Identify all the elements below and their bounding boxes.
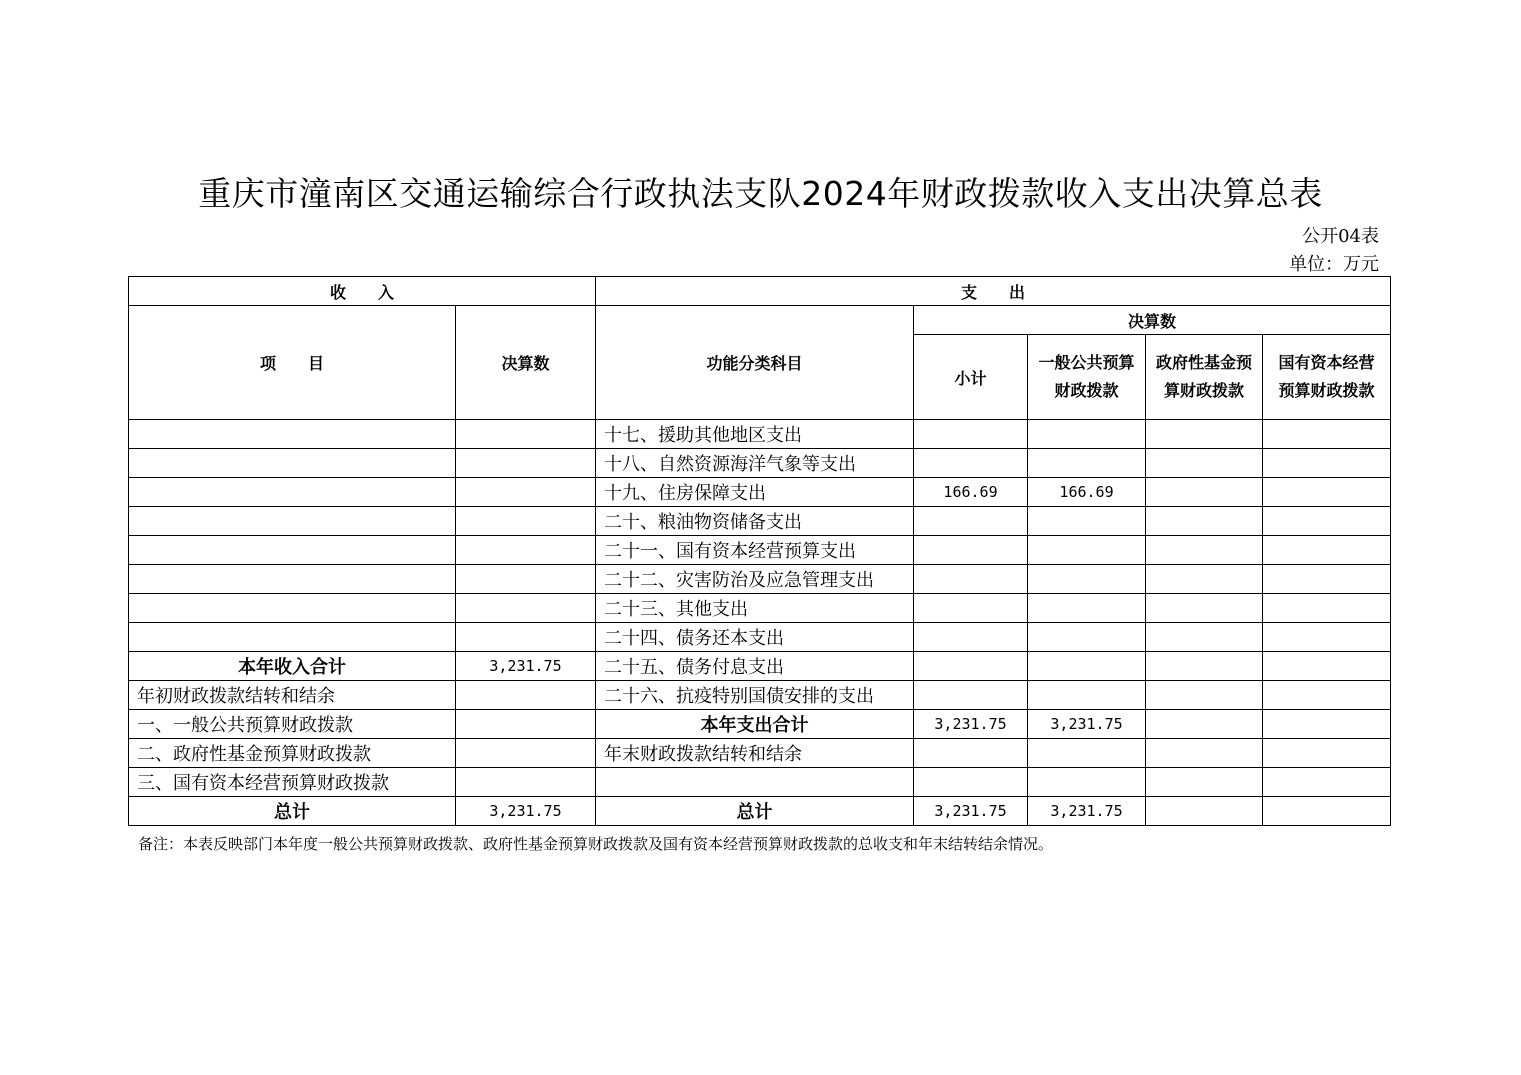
- amount-cell: 3,231.75: [456, 797, 596, 826]
- footnote: 备注：本表反映部门本年度一般公共预算财政拨款、政府性基金预算财政拨款及国有资本经营预算财政拨款的总收支和年末结转结余情况。: [138, 835, 1054, 853]
- func-cell: 二十一、国有资本经营预算支出: [596, 536, 914, 565]
- subtotal-cell: [914, 449, 1028, 478]
- table-row: [129, 478, 1391, 507]
- gov-fund-cell: [1146, 797, 1263, 826]
- income-header: 收 入: [129, 277, 596, 306]
- gov-fund-cell: [1146, 478, 1263, 507]
- soe-cell: [1263, 449, 1391, 478]
- subtotal-cell: [914, 565, 1028, 594]
- soe-cell: [1263, 739, 1391, 768]
- soe-cell: [1263, 565, 1391, 594]
- gov-fund-cell: [1146, 420, 1263, 449]
- page-title: 重庆市潼南区交通运输综合行政执法支队2024年财政拨款收入支出决算总表: [198, 174, 1323, 213]
- soe-cell: [1263, 768, 1391, 797]
- general-cell: [1028, 739, 1146, 768]
- amount-cell: [456, 507, 596, 536]
- general-cell: [1028, 623, 1146, 652]
- item-cell: [129, 536, 456, 565]
- subtotal-cell: 3,231.75: [914, 797, 1028, 826]
- item-cell: [129, 420, 456, 449]
- table-row: [129, 449, 1391, 478]
- gov-fund-cell: [1146, 681, 1263, 710]
- gov-fund-cell: [1146, 565, 1263, 594]
- general-cell: [1028, 565, 1146, 594]
- general-cell: [1028, 420, 1146, 449]
- subtotal-cell: 166.69: [914, 478, 1028, 507]
- func-cell: [596, 768, 914, 797]
- subtotal-cell: [914, 420, 1028, 449]
- soe-cell: [1263, 420, 1391, 449]
- soe-cell: [1263, 478, 1391, 507]
- table-row: [129, 507, 1391, 536]
- gov-fund-cell: [1146, 507, 1263, 536]
- func-cell: 十七、援助其他地区支出: [596, 420, 914, 449]
- amount-cell: [456, 681, 596, 710]
- item-cell: 三、国有资本经营预算财政拨款: [129, 768, 456, 797]
- item-cell: 总计: [129, 797, 456, 826]
- amount-cell: [456, 710, 596, 739]
- unit-label: 单位：万元: [1289, 254, 1379, 275]
- table-row: [129, 594, 1391, 623]
- soe-header: 国有资本经营预算财政拨款: [1263, 335, 1391, 420]
- gov-fund-cell: [1146, 536, 1263, 565]
- amount-cell: [456, 420, 596, 449]
- general-cell: [1028, 449, 1146, 478]
- table-row: [129, 710, 1391, 739]
- amount-cell: [456, 565, 596, 594]
- item-cell: [129, 449, 456, 478]
- func-cell: 十九、住房保障支出: [596, 478, 914, 507]
- subtotal-cell: [914, 681, 1028, 710]
- table-row: [129, 536, 1391, 565]
- table-row: [129, 768, 1391, 797]
- func-cell: 二十、粮油物资储备支出: [596, 507, 914, 536]
- item-cell: [129, 507, 456, 536]
- amount2-header: 决算数: [914, 306, 1391, 335]
- func-cell: 二十三、其他支出: [596, 594, 914, 623]
- soe-cell: [1263, 507, 1391, 536]
- subtotal-cell: [914, 739, 1028, 768]
- amount-cell: [456, 449, 596, 478]
- soe-cell: [1263, 681, 1391, 710]
- general-cell: 166.69: [1028, 478, 1146, 507]
- general-cell: [1028, 594, 1146, 623]
- subtotal-cell: [914, 768, 1028, 797]
- item-cell: [129, 565, 456, 594]
- subtotal-cell: [914, 594, 1028, 623]
- gov-fund-cell: [1146, 594, 1263, 623]
- item-cell: 一、一般公共预算财政拨款: [129, 710, 456, 739]
- soe-cell: [1263, 536, 1391, 565]
- func-cell: 二十二、灾害防治及应急管理支出: [596, 565, 914, 594]
- amount-cell: [456, 536, 596, 565]
- general-cell: 3,231.75: [1028, 797, 1146, 826]
- amount-cell: [456, 623, 596, 652]
- amount-cell: [456, 768, 596, 797]
- general-cell: [1028, 768, 1146, 797]
- amount-cell: [456, 594, 596, 623]
- amount-cell: 3,231.75: [456, 652, 596, 681]
- general-cell: [1028, 652, 1146, 681]
- gov-fund-cell: [1146, 739, 1263, 768]
- item-cell: 二、政府性基金预算财政拨款: [129, 739, 456, 768]
- gov-fund-header: 政府性基金预算财政拨款: [1146, 335, 1263, 420]
- item-cell: 年初财政拨款结转和结余: [129, 681, 456, 710]
- func-cell: 总计: [596, 797, 914, 826]
- func-cell: 十八、自然资源海洋气象等支出: [596, 449, 914, 478]
- general-cell: 3,231.75: [1028, 710, 1146, 739]
- gov-fund-cell: [1146, 652, 1263, 681]
- soe-cell: [1263, 623, 1391, 652]
- func-cell: 年末财政拨款结转和结余: [596, 739, 914, 768]
- table-row: [129, 681, 1391, 710]
- general-cell: [1028, 536, 1146, 565]
- func-cell: 本年支出合计: [596, 710, 914, 739]
- subtotal-cell: [914, 623, 1028, 652]
- gov-fund-cell: [1146, 449, 1263, 478]
- func-cell: 二十六、抗疫特别国债安排的支出: [596, 681, 914, 710]
- item-cell: [129, 478, 456, 507]
- soe-cell: [1263, 652, 1391, 681]
- table-row: [129, 565, 1391, 594]
- func-cell: 二十四、债务还本支出: [596, 623, 914, 652]
- subtotal-cell: 3,231.75: [914, 710, 1028, 739]
- expense-header: 支 出: [596, 277, 1391, 306]
- subtotal-cell: [914, 507, 1028, 536]
- gov-fund-cell: [1146, 710, 1263, 739]
- item-header: 项 目: [129, 306, 456, 420]
- item-cell: [129, 623, 456, 652]
- func-cell: 二十五、债务付息支出: [596, 652, 914, 681]
- subtotal-header: 小计: [914, 335, 1028, 420]
- func-header: 功能分类科目: [596, 306, 914, 420]
- gov-fund-cell: [1146, 623, 1263, 652]
- table-row: [129, 797, 1391, 826]
- amount-cell: [456, 478, 596, 507]
- general-cell: [1028, 681, 1146, 710]
- subtotal-cell: [914, 536, 1028, 565]
- soe-cell: [1263, 797, 1391, 826]
- soe-cell: [1263, 710, 1391, 739]
- table-row: [129, 623, 1391, 652]
- gov-fund-cell: [1146, 768, 1263, 797]
- general-header: 一般公共预算财政拨款: [1028, 335, 1146, 420]
- item-cell: [129, 594, 456, 623]
- soe-cell: [1263, 594, 1391, 623]
- amount-header: 决算数: [456, 306, 596, 420]
- general-cell: [1028, 507, 1146, 536]
- table-row: [129, 652, 1391, 681]
- subtotal-cell: [914, 652, 1028, 681]
- item-cell: 本年收入合计: [129, 652, 456, 681]
- amount-cell: [456, 739, 596, 768]
- table-number: 公开04表: [1302, 226, 1379, 247]
- budget-table: [128, 276, 1391, 826]
- table-row: [129, 420, 1391, 449]
- table-row: [129, 739, 1391, 768]
